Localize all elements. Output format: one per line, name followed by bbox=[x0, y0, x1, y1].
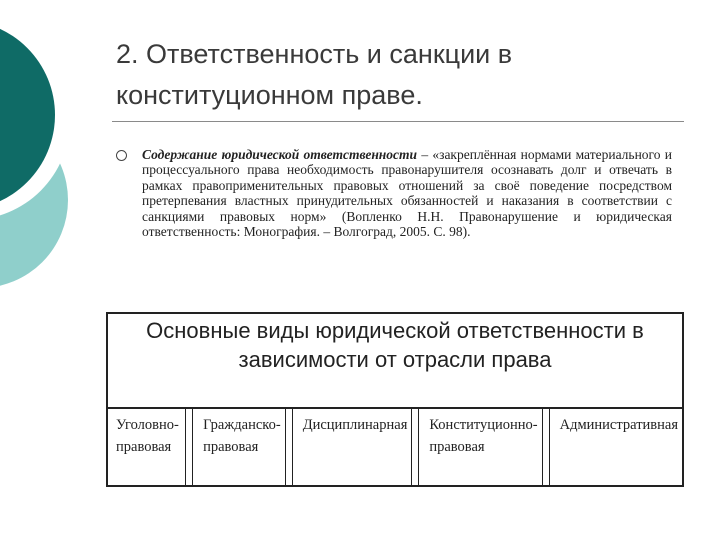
responsibility-types-box bbox=[106, 312, 684, 487]
type-item-disciplinary: Дисциплинарная bbox=[292, 408, 413, 485]
definition-text: – «закреплённая нормами материального и процессуального права необходимость правонарушителя осознавать долг и отвечать в рамках правоприменительных правовых отношений за своё поведение посредством претерпевания властных принудительных обязанностей и наказания в соответствии с санкциями правовых норм» (Вопленко Н.Н. Правонарушение и юридическая ответственность: Монография. – Волгоград, 2005. С. 98). bbox=[142, 147, 672, 240]
types-heading: Основные виды юридической ответственности в зависимости от отрасли права bbox=[146, 318, 644, 372]
type-item-constitutional: Конституционно-правовая bbox=[418, 408, 542, 485]
title-divider bbox=[112, 121, 684, 122]
bullet-circle-icon bbox=[116, 150, 127, 161]
definition-term: Содержание юридической ответственности bbox=[142, 147, 418, 162]
slide-title: 2. Ответственность и санкции в конституционном праве. bbox=[116, 39, 513, 110]
decorative-circles bbox=[0, 0, 90, 300]
type-item-civil: Гражданско-правовая bbox=[192, 408, 286, 485]
types-row bbox=[108, 408, 682, 485]
type-item-administrative: Административная bbox=[549, 408, 682, 485]
type-item-criminal: Уголовно-правовая bbox=[108, 408, 186, 485]
definition-paragraph bbox=[142, 147, 672, 239]
